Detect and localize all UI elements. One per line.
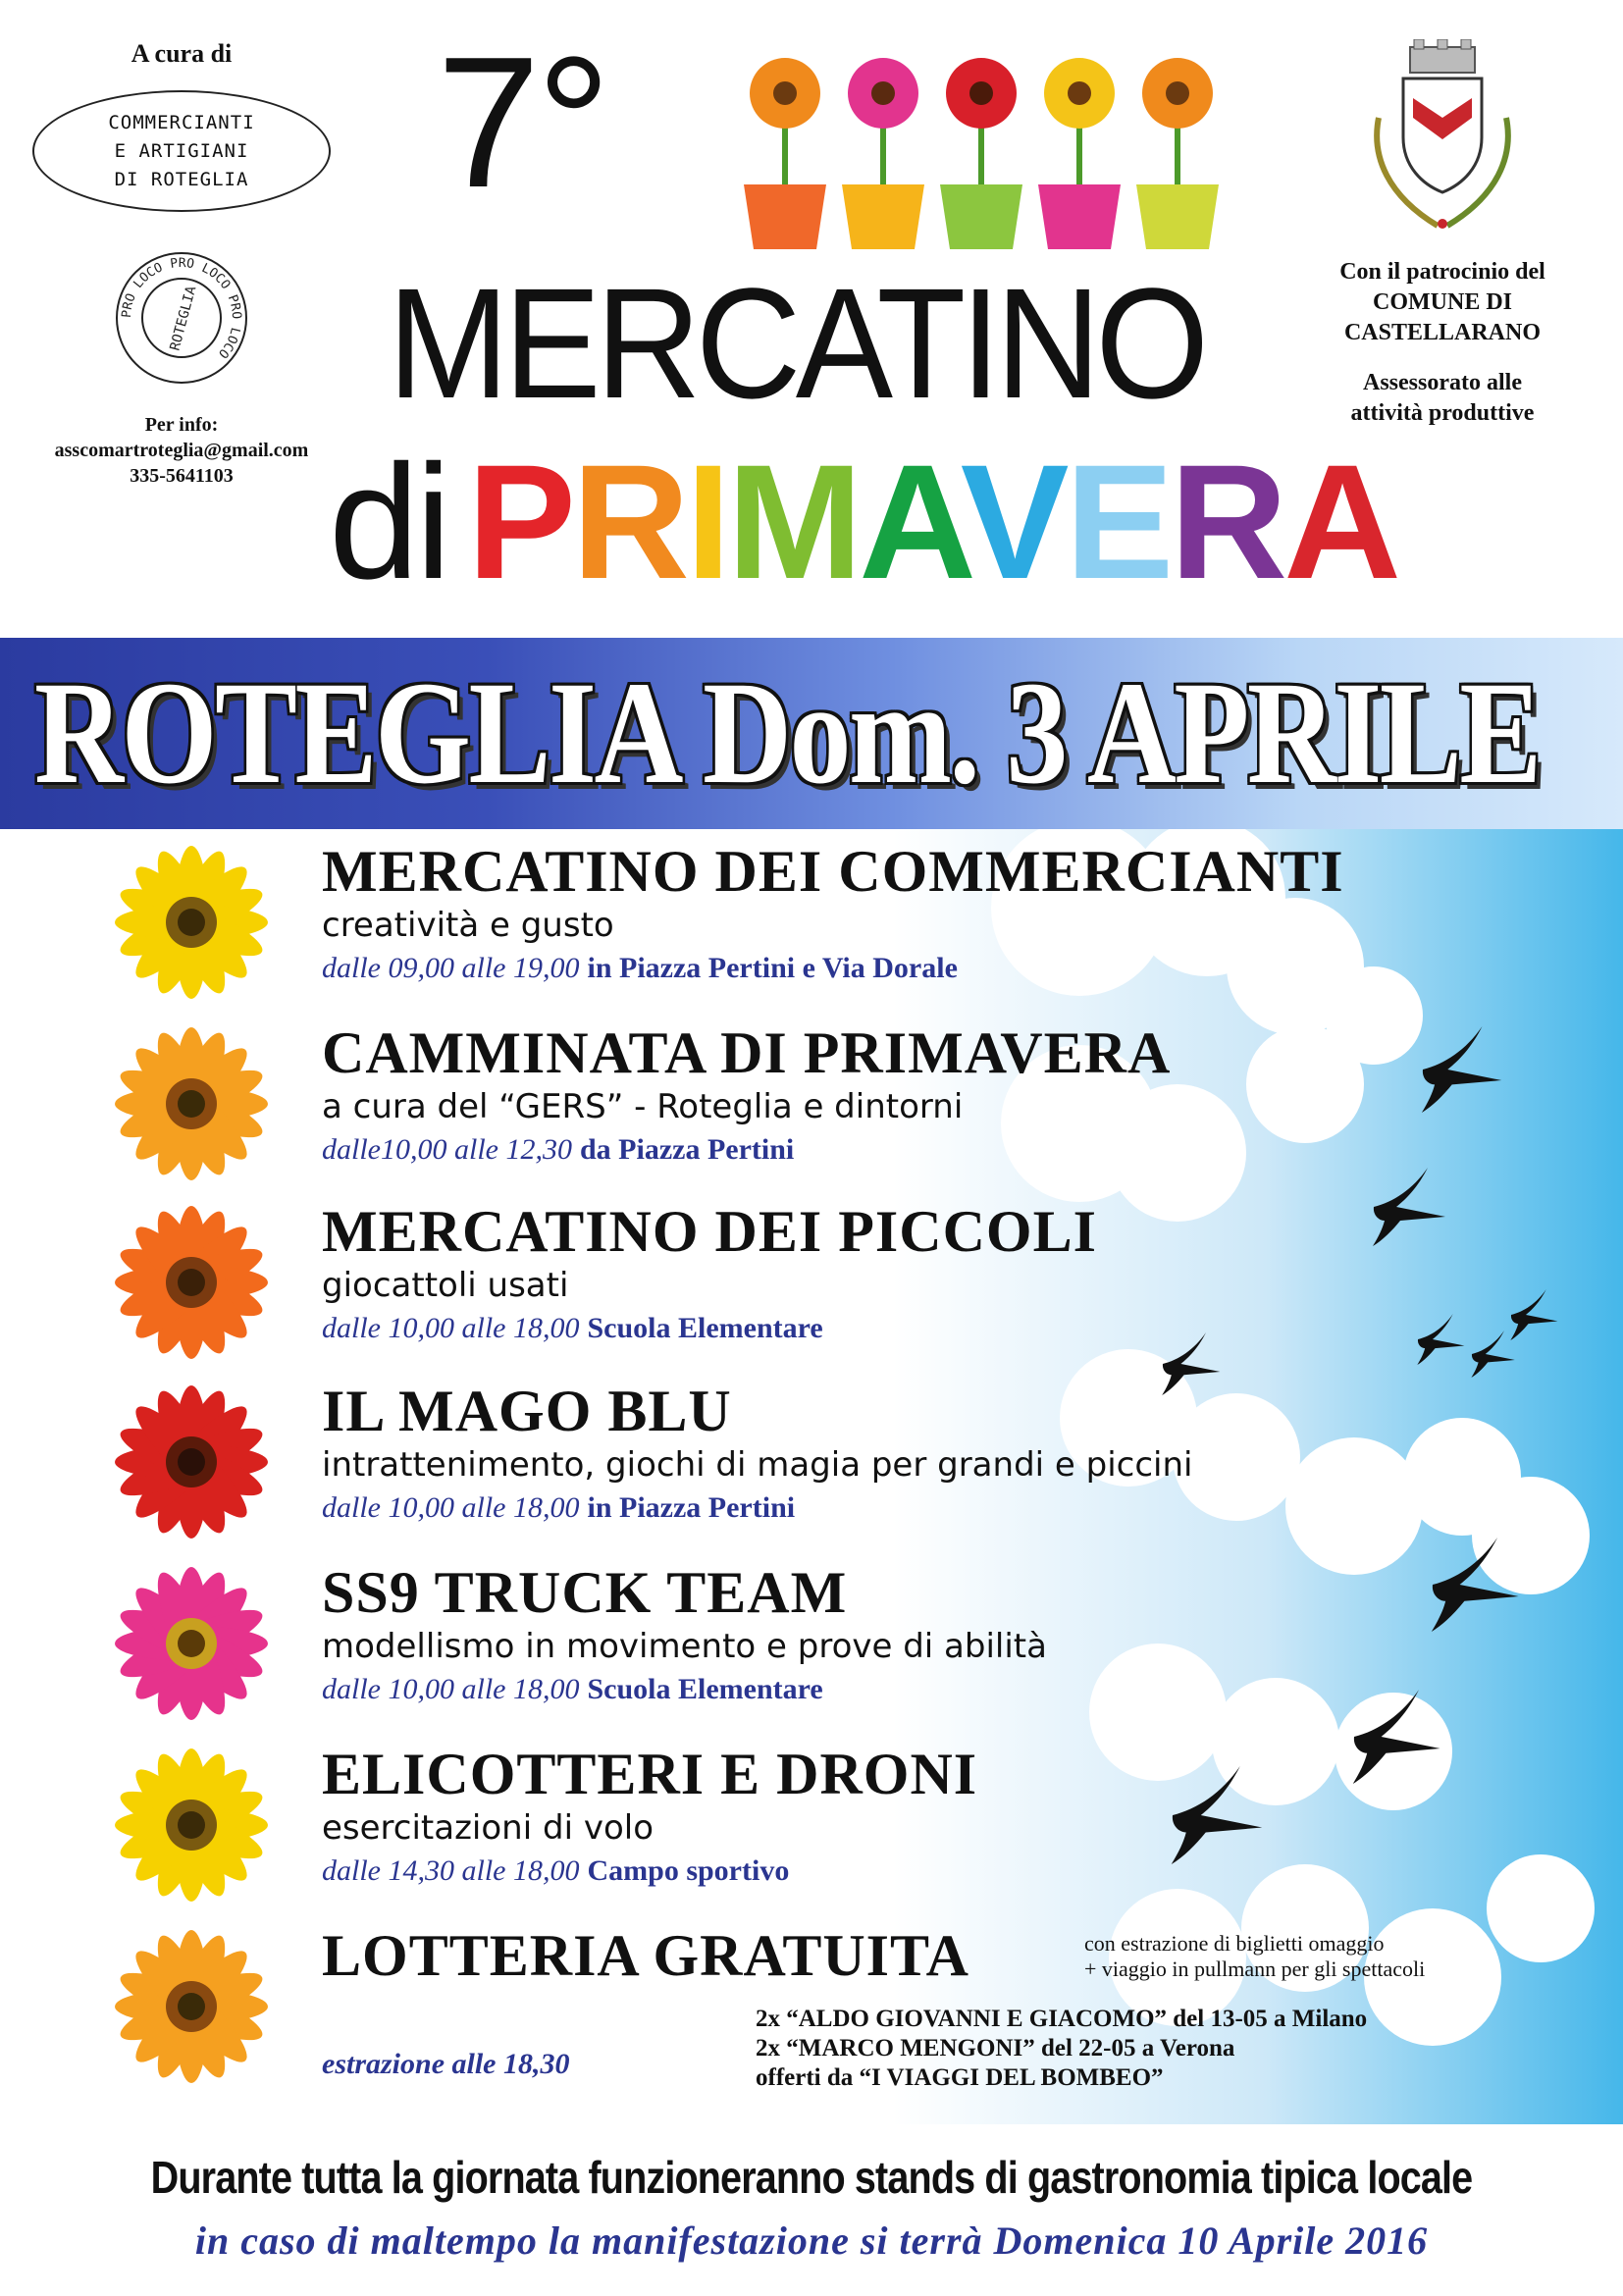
event-place: Campo sportivo [587, 1854, 790, 1887]
event-description: modellismo in movimento e prove di abilità [322, 1627, 1047, 1666]
footer-bad-weather: in caso di maltempo la manifestazione si terrà Domenica 10 Aprile 2016 [194, 2218, 1429, 2263]
patronage-block [1285, 257, 1599, 429]
event-hours: dalle 10,00 alle 18,00 [322, 1491, 580, 1524]
contact-email: asscomartroteglia@gmail.com [54, 440, 309, 461]
footer-food-stands: Durante tutta la giornata funzioneranno stands di gastronomia tipica locale [150, 2152, 1473, 2203]
pink-gerbera-icon [108, 1560, 275, 1727]
contact-info [20, 412, 343, 489]
event-description: a cura del “GERS” - Roteglia e dintorni [322, 1087, 964, 1126]
event-description: intrattenimento, giochi di magia per grandi e piccini [322, 1445, 1193, 1485]
subtitle [329, 432, 1398, 613]
event-hours: dalle 10,00 alle 18,00 [322, 1673, 580, 1705]
potted-flower-icon [1136, 58, 1219, 249]
lottery-prizes [756, 2005, 1367, 2093]
event-description: esercitazioni di volo [322, 1808, 654, 1848]
potted-flower-icon [744, 58, 826, 249]
subtitle-di: di [329, 432, 448, 613]
event-item [322, 1020, 1597, 1172]
event-title: MERCATINO DEI PICCOLI [322, 1199, 1097, 1264]
main-title: MERCATINO [388, 255, 1204, 431]
event-title: LOTTERIA GRATUITA [322, 1923, 969, 1988]
lottery-note-line: + viaggio in pullmann per gli spettacoli [1084, 1957, 1426, 1981]
event-title: IL MAGO BLU [322, 1379, 732, 1443]
proloco-ring-text: PRO LOCO PRO LOCO PRO LOCO [119, 255, 244, 361]
organizer-logo [32, 90, 331, 212]
proloco-seal-logo [113, 249, 250, 387]
prize-line: 2x “MARCO MENGONI” del 22-05 a Verona [756, 2035, 1235, 2061]
event-description: giocattoli usati [322, 1266, 569, 1305]
event-schedule [322, 1668, 1597, 1711]
rainbow-letter: R [1170, 432, 1284, 613]
event-place: in Piazza Pertini e Via Dorale [587, 952, 958, 984]
patronage-line: CASTELLARANO [1343, 320, 1542, 345]
event-item [322, 839, 1597, 990]
draw-time: estrazione alle 18,30 [322, 2048, 570, 2080]
per-info-label: Per info: [144, 414, 219, 436]
lottery-note-line: con estrazione di biglietti omaggio [1084, 1931, 1385, 1956]
event-place: da Piazza Pertini [579, 1133, 795, 1166]
event-hours: dalle 09,00 alle 19,00 [322, 952, 580, 984]
event-item [322, 1199, 1597, 1350]
castellarano-crest-icon [1359, 39, 1526, 235]
event-hours: dalle10,00 alle 12,30 [322, 1133, 572, 1166]
date-banner [0, 638, 1623, 829]
potted-flower-icon [1038, 58, 1121, 249]
event-schedule [322, 1487, 1597, 1530]
organizer-block [20, 39, 343, 489]
organizer-line: DI ROTEGLIA [114, 168, 249, 190]
yellow-gerbera-icon [108, 1742, 275, 1908]
prize-sponsor: offerti da “I VIAGGI DEL BOMBEO” [756, 2064, 1164, 2091]
organizer-line: E ARTIGIANI [114, 139, 249, 162]
event-item [322, 1742, 1597, 1893]
flower-pots-illustration [726, 39, 1236, 255]
event-place: Scuola Elementare [587, 1673, 823, 1705]
event-place: in Piazza Pertini [587, 1491, 796, 1524]
rainbow-letter: V [960, 432, 1066, 613]
patronage-line: Assessorato alle [1363, 370, 1522, 395]
rainbow-letter: E [1065, 432, 1171, 613]
edition-number: 7° [437, 19, 607, 227]
lottery-note [1084, 1931, 1425, 1982]
potted-flower-icon [940, 58, 1022, 249]
rainbow-letter: A [859, 432, 961, 613]
orange-gerbera-icon [108, 1020, 275, 1187]
yellow-gerbera-icon [108, 839, 275, 1006]
rainbow-letter: R [571, 432, 686, 613]
event-item [322, 1560, 1597, 1711]
orange-gerbera-icon [108, 1923, 275, 2090]
proloco-name: ROTEGLIA [167, 284, 200, 353]
event-hours: dalle 10,00 alle 18,00 [322, 1312, 580, 1344]
patronage-line: attività produttive [1350, 400, 1535, 426]
prize-line: 2x “ALDO GIOVANNI E GIACOMO” del 13-05 a Milano [756, 2006, 1368, 2032]
event-schedule [322, 1307, 1597, 1350]
event-item [322, 1379, 1597, 1530]
event-schedule [322, 1850, 1597, 1893]
event-description: creatività e gusto [322, 906, 614, 945]
event-title: ELICOTTERI E DRONI [322, 1742, 978, 1806]
potted-flower-icon [842, 58, 924, 249]
orange-red-gerbera-icon [108, 1199, 275, 1366]
event-title: CAMMINATA DI PRIMAVERA [322, 1020, 1172, 1085]
rainbow-letter: M [726, 432, 860, 613]
patronage-line: COMUNE DI [1373, 289, 1512, 315]
event-title: SS9 TRUCK TEAM [322, 1560, 848, 1625]
rainbow-letter: P [467, 432, 572, 613]
banner-text: ROTEGLIA Dom. 3 APRILE [34, 652, 1540, 814]
event-hours: dalle 14,30 alle 18,00 [322, 1854, 580, 1887]
event-place: Scuola Elementare [587, 1312, 823, 1344]
rainbow-letter: A [1283, 432, 1398, 613]
patronage-line: Con il patrocinio del [1339, 259, 1545, 285]
red-gerbera-icon [108, 1379, 275, 1545]
event-title: MERCATINO DEI COMMERCIANTI [322, 839, 1344, 904]
a-cura-di-label: A cura di [131, 39, 233, 68]
organizer-line: COMMERCIANTI [108, 111, 255, 133]
contact-phone: 335-5641103 [130, 465, 234, 487]
event-schedule [322, 947, 1597, 990]
event-schedule [322, 1128, 1597, 1172]
rainbow-letter: I [685, 432, 727, 613]
